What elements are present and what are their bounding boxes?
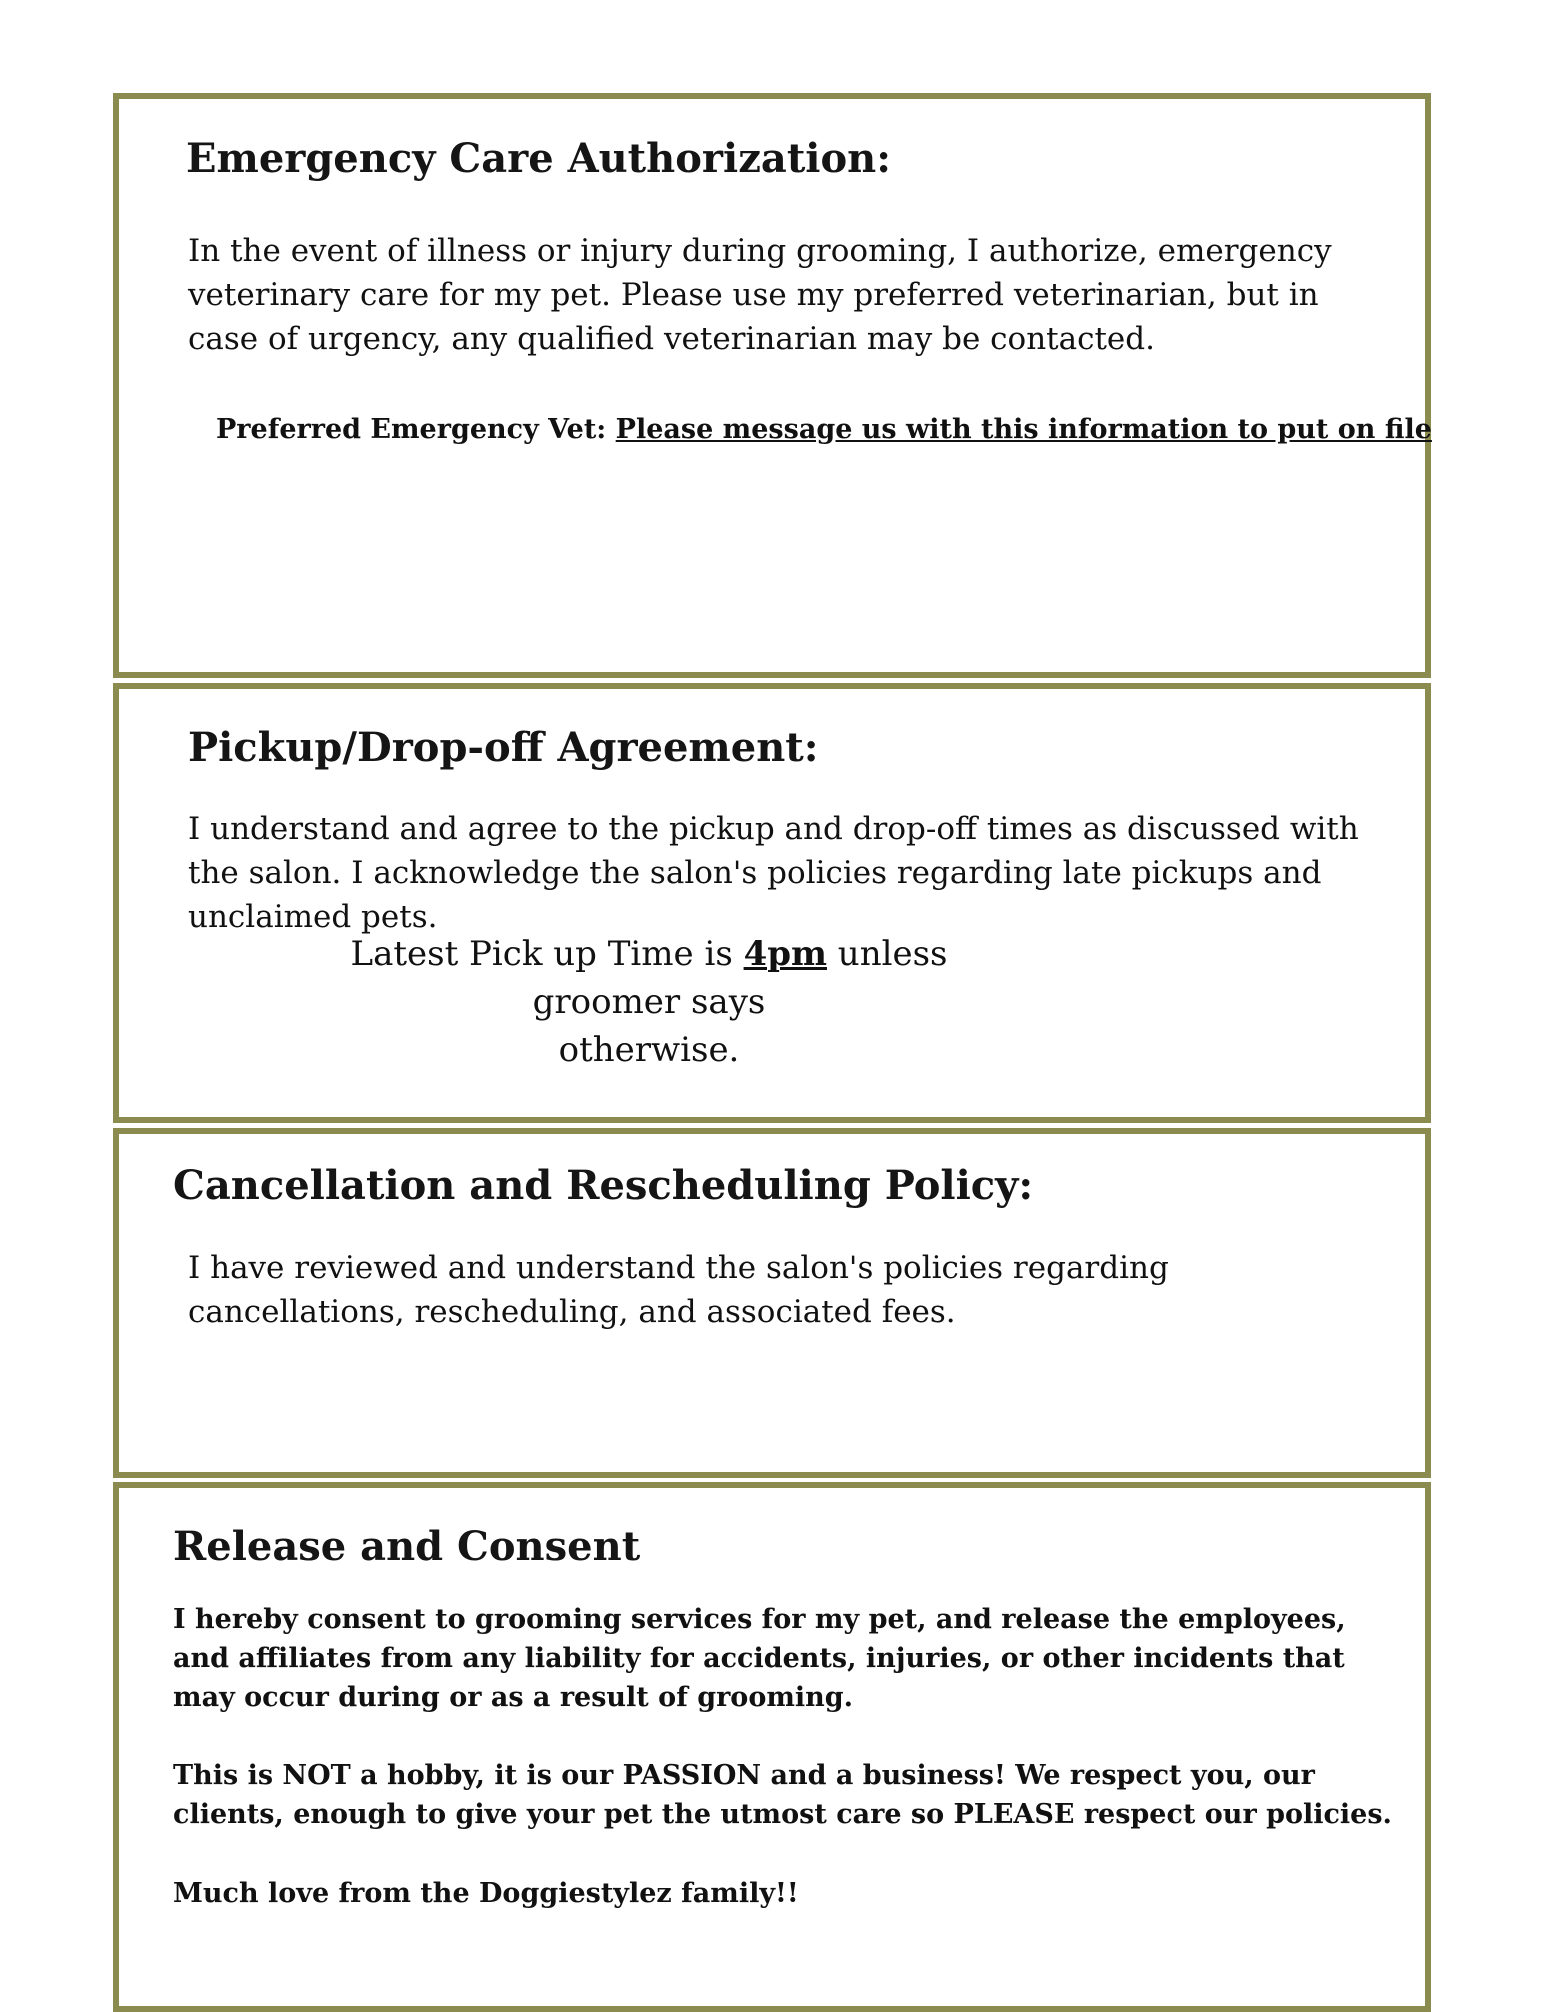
preferred-vet-label: Preferred Emergency Vet: [216, 414, 607, 445]
emergency-care-section [113, 93, 1431, 678]
release-consent-title: Release and Consent [173, 1523, 641, 1570]
cancellation-title: Cancellation and Rescheduling Policy: [173, 1162, 1034, 1209]
emergency-care-title: Emergency Care Authorization: [186, 135, 892, 182]
pickup-dropoff-title: Pickup/Drop-off Agreement: [188, 724, 819, 771]
pickup-time-notice [299, 930, 999, 1074]
pickup-dropoff-text: I understand and agree to the pickup and drop-off times as discussed with the salon. I acknowledge the salon's policies regarding late pickups and unclaimed pets. [188, 811, 1359, 935]
pickup-time-prefix: Latest Pick up Time is [350, 934, 744, 974]
cancellation-text: I have reviewed and understand the salon's policies regarding cancellations, rescheduling, and associated fees. [188, 1250, 1169, 1330]
release-paragraph-1: I hereby consent to grooming services for my pet, and release the employees, and affiliates from any liability for accidents, injuries, or other incidents that may occur during or as a result of grooming. [173, 1604, 1346, 1713]
release-consent-section [113, 1482, 1431, 2012]
pickup-dropoff-section [113, 683, 1431, 1123]
preferred-vet-value: Please message us with this information to put on file [615, 414, 1432, 445]
pickup-time-line2: otherwise. [558, 1030, 740, 1070]
pickup-time-value: 4pm [743, 934, 827, 974]
release-paragraph-3: Much love from the Doggiestylez family!! [173, 1878, 799, 1909]
preferred-vet-line [216, 414, 1432, 445]
cancellation-section [113, 1128, 1431, 1478]
pickup-time-suffix: unless groomer says [532, 934, 948, 1022]
release-paragraph-2: This is NOT a hobby, it is our PASSION and a business! We respect you, our clients, enough to give your pet the utmost care so PLEASE respect our policies. [173, 1760, 1392, 1830]
emergency-care-text: In the event of illness or injury during grooming, I authorize, emergency veterinary care for my pet. Please use my preferred veterinarian, but in case of urgency, any qualified veterinarian may be contacted. [188, 233, 1332, 357]
